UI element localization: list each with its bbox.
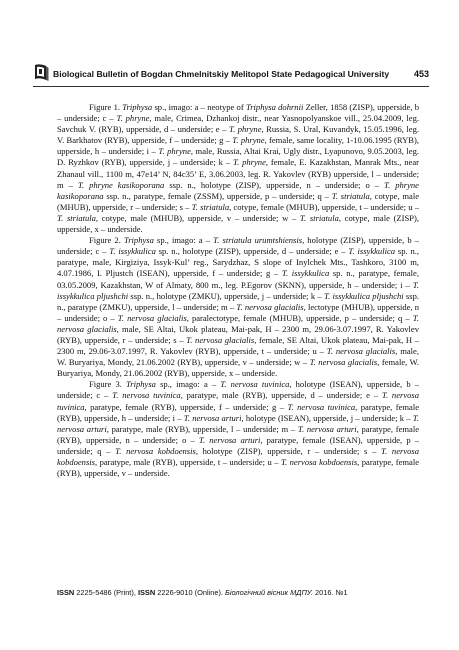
taxon-name: T. nervosa glacialis bbox=[57, 312, 419, 334]
caption-text: , female, SE Altai, Ukok plateau, Mai-pak, H – 2300 m, 29.06-3.07.1997, R. Yakovlev (RYB), upperside, t – underside; u – bbox=[57, 334, 419, 357]
taxon-name: T. phryne bbox=[232, 157, 266, 168]
caption-text: ssp. n., holotype (ZISP), upperside, n – underside; o – bbox=[164, 179, 385, 190]
caption-text: ssp. n., holotype (ZMKU), upperside, j – underside; k – bbox=[128, 290, 324, 301]
caption-text: , female, E. Kazakhstan, Manrak Mts., near Zhanaul vill., 1100 m, 47e14’ N, 84c35’ E, 3.06.2003, leg. R. Yakovlev (RYB) upperside, l – underside; m – bbox=[57, 157, 419, 190]
caption-text: , male, SE Altai, Ukok plateau, Mai-pak, H – 2300 m, 29.06-3.07.1997, R. Yakovlev (RYB), upperside, r – underside; s – bbox=[57, 323, 419, 345]
running-header bbox=[33, 66, 429, 82]
taxon-name: T. phryne bbox=[158, 146, 191, 157]
taxon-name: Triphysa dohrnii bbox=[245, 102, 304, 112]
caption-text: , cotype, male (ZISP), upperside, x – underside. bbox=[57, 212, 419, 235]
taxon-name: T. nervosa kobdoensis bbox=[57, 445, 419, 467]
caption-figure-1 bbox=[57, 102, 419, 235]
caption-text: , paratype, female (RYB), upperside, n – underside; o – bbox=[57, 423, 420, 445]
figure-captions bbox=[57, 102, 419, 479]
caption-text: , holotype (ZISP), upperside, b – underside; c – bbox=[57, 235, 419, 257]
caption-text: , female, same locality, 1-10.06.1995 (RYB), upperside, h – underside; i – bbox=[57, 135, 419, 157]
caption-text: Figure 2. bbox=[89, 235, 124, 246]
caption-text: , lectotype (MHUB), upperside, n – underside; o – bbox=[57, 301, 420, 323]
bulletin-name: Біологічний вісник МДПУ. bbox=[225, 588, 316, 597]
taxon-name: T. striatula urumtshiensis bbox=[213, 235, 303, 246]
taxon-name: T. phryne bbox=[228, 124, 262, 135]
taxon-name: T. striatula bbox=[191, 201, 230, 212]
caption-text: , paratype, male (RYB), upperside, t – underside; u – bbox=[94, 457, 281, 467]
caption-text: sp., imago: a – neotype of bbox=[152, 102, 246, 112]
caption-text: sp. n., paratype, male, Kirgiziya, Issyk-Kul’ reg., Sarydzhaz, S slope of Inylchek Mts., Tashkoro, 3100 m, 4.07.1986, I. Pljustch (ISEAN), upperside, f – underside; g – bbox=[57, 246, 420, 279]
journal-emblem-icon bbox=[33, 63, 50, 83]
caption-text: , paratype, male (RYB), upperside, l – underside; m – bbox=[106, 423, 298, 434]
taxon-name: T. issykkulica pljushchi bbox=[323, 290, 404, 301]
taxon-name: T. nervosa arturi bbox=[183, 412, 242, 423]
taxon-name: T. nervosa kobdoensis bbox=[115, 445, 196, 456]
caption-text: ssp. n., paratype, female (ZSSM), upperside, p – underside; q – bbox=[103, 190, 332, 201]
taxon-name: T. striatula bbox=[299, 212, 339, 223]
taxon-name: T. nervosa tuvinica bbox=[112, 390, 181, 401]
caption-text: Figure 3. bbox=[89, 379, 126, 390]
issn-print: 2225-5486 (Print), bbox=[74, 588, 138, 597]
taxon-name: T. issykkulica bbox=[109, 246, 156, 257]
taxon-name: Triphysa bbox=[123, 235, 154, 246]
caption-text: sp. n., holotype (ZISP), upperside, d – underside; e – bbox=[155, 246, 349, 257]
caption-text: , Russia, S. Ural, Kuvandyk, 15.05.1996, leg. V. Barkhatov (RYB), upperside, f – underside; g – bbox=[57, 124, 419, 146]
caption-text: Zeller, 1858 (ZISP), upperside, b – underside; c – bbox=[57, 102, 420, 124]
taxon-name: T. issykkulica pljushchi bbox=[57, 279, 419, 301]
caption-text: sp. n., paratype, female, 03.05.2009, Kazakhstan, W of Almaty, 800 m., leg. P.Egorov (SKNN), upperside, h – underside; i – bbox=[57, 268, 419, 290]
taxon-name: T. phryne kasikoporana bbox=[57, 179, 419, 201]
taxon-name: T. nervosa glacialis bbox=[326, 346, 396, 357]
taxon-name: T. nervosa tuvinica bbox=[220, 379, 290, 390]
issn-online-label: ISSN bbox=[137, 588, 156, 597]
caption-figure-3 bbox=[57, 379, 419, 479]
caption-text: , female, W. Buryariya, Mondy, 21.06.2002 (RYB), upperside, x – underside. bbox=[57, 357, 419, 379]
caption-text: , holotype (ISEAN), upperside, j – underside; k – bbox=[241, 412, 413, 423]
caption-text: , cotype, male (MHUB), upperside, v – underside; w – bbox=[95, 212, 300, 223]
taxon-name: Triphysa bbox=[122, 102, 153, 112]
caption-text: , holotype (ISEAN), upperside, b – underside; c – bbox=[57, 379, 419, 401]
taxon-name: T. nervosa glacialis bbox=[186, 334, 255, 345]
taxon-name: T. nervosa arturi bbox=[297, 423, 357, 434]
caption-text: , male, Russia, Altai Krai, Ugly distr., Lyapunovo, 9.05.2003, leg. D. Ryzhkov (RYB), upperside, j – underside; k – bbox=[57, 146, 419, 168]
year: 2016. bbox=[315, 588, 336, 597]
caption-text: ssp. n., paratype (ZMKU), upperside, l – underside; m – bbox=[57, 290, 419, 312]
issn-print-label: ISSN bbox=[57, 588, 75, 597]
issue-number: №1 bbox=[335, 588, 348, 597]
caption-text: , holotype (ZISP), upperside, r – underside; s – bbox=[195, 445, 381, 456]
taxon-name: T. nervosa tuvinica bbox=[57, 390, 419, 412]
caption-text: , male, Crimea, Dzhankoj distr., near Yasnopolyanskoe vill., 25.04.2009, leg. Savchuk V. (RYB), upperside, d – underside; e – bbox=[57, 113, 419, 135]
taxon-name: T. nervosa tuvinica bbox=[287, 401, 356, 412]
taxon-name: T. nervosa glacialis bbox=[117, 312, 187, 323]
header-rule bbox=[33, 86, 429, 87]
caption-text: sp., imago: a – bbox=[153, 235, 214, 246]
caption-text: , paratype, female (ISEAN), upperside, p – underside; q – bbox=[57, 434, 419, 456]
caption-text: , paratype, female (RYB), upperside, h – underside; i – bbox=[57, 401, 419, 423]
caption-text: , paratype, female (RYB), upperside, v – underside. bbox=[57, 457, 420, 479]
caption-text: , cotype, male (MHUB), upperside, r – underside; s – bbox=[57, 190, 419, 212]
taxon-name: T. issykkulica bbox=[281, 268, 330, 279]
journal-title: Biological Bulletin of Bogdan Chmelnitskiy Melitopol State Pedagogical University bbox=[53, 69, 390, 79]
taxon-name: T. phryne bbox=[232, 135, 265, 146]
taxon-name: T. nervosa arturi bbox=[57, 412, 419, 434]
taxon-name: T. striatula bbox=[331, 190, 370, 201]
taxon-name: T. phryne kasikoporana bbox=[77, 179, 165, 190]
taxon-name: T. striatula bbox=[57, 212, 96, 223]
taxon-name: T. nervosa kobdoensis bbox=[280, 457, 358, 467]
taxon-name: T. phryne bbox=[116, 113, 150, 124]
caption-text: , paralectotype, female (MHUB), upperside, p – underside; q – bbox=[186, 312, 413, 323]
taxon-name: T. issykkulica bbox=[348, 246, 396, 257]
page-number: 453 bbox=[413, 69, 429, 79]
page-footer bbox=[57, 588, 419, 597]
taxon-name: T. nervosa arturi bbox=[198, 434, 261, 445]
caption-text: Figure 1. bbox=[89, 102, 123, 112]
issn-online: 2226-9010 (Online). bbox=[155, 588, 226, 597]
caption-text: , paratype, female (RYB), upperside, f – underside; g – bbox=[84, 401, 288, 412]
taxon-name: T. nervosa glacialis bbox=[309, 357, 378, 368]
caption-figure-2 bbox=[57, 235, 419, 379]
taxon-name: Triphysa bbox=[126, 379, 156, 390]
caption-text: , cotype, female (MHUB), upperside, t – underside; u – bbox=[229, 201, 419, 212]
taxon-name: T. nervosa glacialis bbox=[236, 301, 304, 312]
caption-text: sp., imago: a – bbox=[155, 379, 221, 390]
caption-text: , male, W. Buryariya, Mondy, 21.06.2002 (RYB), upperside, v – underside; w – bbox=[57, 346, 419, 368]
caption-text: , paratype, male (RYB), upperside, d – underside; e – bbox=[180, 390, 382, 401]
